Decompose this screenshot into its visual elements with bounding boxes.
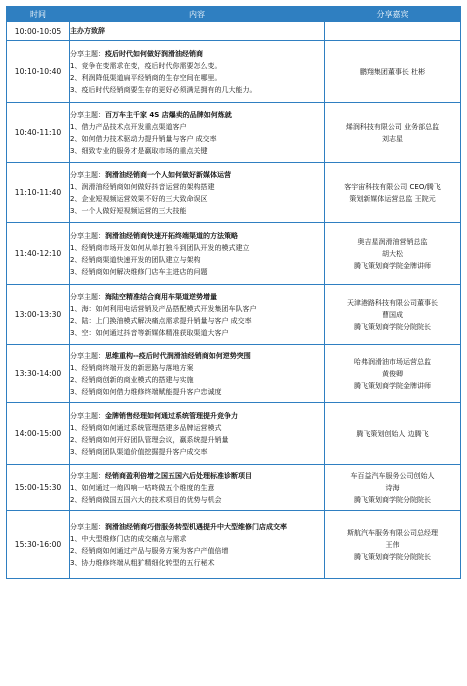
session-time: 13:00-13:30 <box>7 285 70 345</box>
guest-line: 天津港路科技有限公司董事长 <box>347 298 438 307</box>
guest-line: 诗海 <box>385 483 400 492</box>
session-content <box>70 465 325 511</box>
agenda-item: 1、经销商终端开发的新思路与落地方案 <box>70 363 194 372</box>
session-guest <box>325 41 461 103</box>
agenda-item: 2、经销商做国五国六大的技术项目的优势与机会 <box>70 495 222 504</box>
agenda-item: 2、企业短视频运营效果不好的三大致命误区 <box>70 194 208 203</box>
session-content <box>70 345 325 403</box>
schedule-row <box>7 163 461 223</box>
header-row <box>7 7 461 22</box>
session-guest <box>325 22 461 41</box>
guest-line: 斯航汽车服务有限公司总经理 <box>347 528 438 537</box>
session-title <box>70 291 324 303</box>
session-title <box>70 521 324 533</box>
schedule-table <box>6 6 461 579</box>
session-time: 11:10-11:40 <box>7 163 70 223</box>
guest-line: 客宇宙科技有限公司 CEO/腾飞 <box>344 182 441 191</box>
guest-line: 策划新媒体运营总监 王院元 <box>349 194 436 203</box>
session-title <box>70 169 324 181</box>
topic-title: 润滑油经销商一个人如何做好新媒体运营 <box>105 170 231 179</box>
session-title <box>70 470 324 482</box>
header-content: 内容 <box>70 7 325 22</box>
schedule-row <box>7 511 461 579</box>
topic-label: 分享主题： <box>70 411 105 420</box>
guest-line: 腾飞策划商学院分院院长 <box>354 552 431 561</box>
agenda-item: 1、润滑油经销商如何做好抖音运营的架构搭建 <box>70 182 215 191</box>
session-content <box>70 511 325 579</box>
topic-title: 海陆空精准结合商用车渠道逆势增量 <box>105 292 217 301</box>
guest-line: 刘志星 <box>382 134 403 143</box>
schedule-row <box>7 403 461 465</box>
schedule-body <box>7 22 461 579</box>
session-time: 10:10-10:40 <box>7 41 70 103</box>
guest-line: 奥吉星润滑油营销总监 <box>357 237 428 246</box>
guest-line: 鹏翔集团董事长 杜彬 <box>359 67 426 76</box>
agenda-item: 3、一个人做好短视频运营的三大技能 <box>70 206 187 215</box>
session-guest <box>325 285 461 345</box>
topic-label: 分享主题： <box>70 471 105 480</box>
agenda-item: 1、如何通过一炮四响一咕咚做五个维度的生意 <box>70 483 215 492</box>
agenda-item: 1、竞争在变需求在变，疫后时代你需要怎么变。 <box>70 61 222 70</box>
schedule-row <box>7 22 461 41</box>
agenda-item: 3、协力维修终端从粗犷精细化转型的五行秘术 <box>70 558 215 567</box>
guest-line: 黄俊卿 <box>382 369 403 378</box>
topic-label: 分享主题： <box>70 170 105 179</box>
session-time: 15:00-15:30 <box>7 465 70 511</box>
topic-label: 分享主题： <box>70 522 105 531</box>
session-time: 13:30-14:00 <box>7 345 70 403</box>
topic-title: 经销商盈利倍增之国五国六后处理标准诊断项目 <box>105 471 252 480</box>
session-guest <box>325 103 461 163</box>
topic-title: 百万车主千家 4S 店爆卖的品牌如何炼就 <box>105 110 232 119</box>
agenda-item: 3、疫后时代经销商要生存的更好必须满足拥有的几大能力。 <box>70 85 257 94</box>
agenda-item: 1、经销商如何通过系统管理搭建多品牌运营模式 <box>70 423 222 432</box>
session-time: 15:30-16:00 <box>7 511 70 579</box>
schedule-row <box>7 223 461 285</box>
session-guest <box>325 163 461 223</box>
guest-line: 腾飞策划商学院分院院长 <box>354 495 431 504</box>
schedule-row <box>7 103 461 163</box>
session-guest <box>325 403 461 465</box>
agenda-item: 3、空：如何通过抖音等新媒体精准获取渠道大客户 <box>70 328 229 337</box>
session-time: 11:40-12:10 <box>7 223 70 285</box>
session-content <box>70 103 325 163</box>
header-time: 时间 <box>7 7 70 22</box>
topic-label: 分享主题： <box>70 351 105 360</box>
agenda-item: 2、经销商如何通过产品与服务方案为客户产值倍增 <box>70 546 229 555</box>
session-content <box>70 41 325 103</box>
topic-label: 分享主题： <box>70 49 105 58</box>
guest-line: 腾飞策划商学院分院院长 <box>354 322 431 331</box>
guest-line: 车百益汽车服务公司创始人 <box>350 471 435 480</box>
session-title <box>70 25 324 37</box>
schedule-row <box>7 41 461 103</box>
session-title <box>70 48 324 60</box>
session-content <box>70 285 325 345</box>
session-time: 10:00-10:05 <box>7 22 70 41</box>
agenda-item: 2、经销商渠道快速开发的团队建立与架构 <box>70 255 201 264</box>
session-guest <box>325 223 461 285</box>
agenda-item: 3、经销商如何借力维修终端赋能提升客户忠诚度 <box>70 387 222 396</box>
topic-label: 分享主题： <box>70 110 105 119</box>
topic-label: 分享主题： <box>70 231 105 240</box>
agenda-item: 3、细致专业的服务才是赢取市场的重点关键 <box>70 146 208 155</box>
session-content <box>70 403 325 465</box>
session-title <box>70 109 324 121</box>
guest-line: 腾飞策划创始人 边腾飞 <box>356 429 429 438</box>
agenda-item: 2、经销商如何开好团队管理会议，赢系统提升销量 <box>70 435 229 444</box>
topic-label: 分享主题： <box>70 292 105 301</box>
agenda-item: 2、经销商创新的商业模式的搭建与实施 <box>70 375 194 384</box>
session-time: 10:40-11:10 <box>7 103 70 163</box>
session-title <box>70 230 324 242</box>
guest-line: 烯润科技有限公司 业务部总监 <box>345 122 440 131</box>
session-title <box>70 350 324 362</box>
session-content <box>70 223 325 285</box>
guest-line: 哈弗润滑油市场运营总监 <box>354 357 431 366</box>
schedule-row <box>7 465 461 511</box>
session-content <box>70 163 325 223</box>
guest-line: 腾飞策划商学院金牌讲师 <box>354 261 431 270</box>
session-guest <box>325 345 461 403</box>
topic-title: 金牌销售经理如何通过系统管理提升竞争力 <box>105 411 238 420</box>
agenda-item: 2、利润降低渠道扁平经销商的生存空间在哪里。 <box>70 73 222 82</box>
schedule-row <box>7 285 461 345</box>
agenda-item: 1、中大型维修门店的成交痛点与需求 <box>70 534 187 543</box>
topic-title: 思维重构--疫后时代润滑油经销商如何逆势突围 <box>105 351 251 360</box>
guest-line: 王伟 <box>385 540 400 549</box>
agenda-item: 2、陆：上门换油模式解决痛点需求提升销量与客户 成交率 <box>70 316 252 325</box>
guest-line: 曹国成 <box>382 310 403 319</box>
session-time: 14:00-15:00 <box>7 403 70 465</box>
topic-title: 润滑油经销商快速开拓终端渠道的方法策略 <box>105 231 238 240</box>
agenda-item: 1、海：如何利用电话营销及产品搭配模式开发集团车队客户 <box>70 304 257 313</box>
session-guest <box>325 511 461 579</box>
header-guest: 分享嘉宾 <box>325 7 461 22</box>
schedule <box>6 6 461 579</box>
agenda-item: 1、借力产品技术点开发重点渠道客户 <box>70 122 187 131</box>
session-content <box>70 22 325 41</box>
topic-title: 疫后时代如何做好润滑油经销商 <box>105 49 203 58</box>
topic-title: 润滑油经销商巧借服务转型机遇提升中大型维修门店成交率 <box>105 522 287 531</box>
session-title <box>70 410 324 422</box>
session-guest <box>325 465 461 511</box>
guest-line: 腾飞策划商学院金牌讲师 <box>354 381 431 390</box>
guest-line: 胡大松 <box>382 249 403 258</box>
agenda-item: 3、经销商团队渠道价值挖掘提升客户成交率 <box>70 447 208 456</box>
agenda-item: 2、如何借力技术驱动力提升销量与客户 成交率 <box>70 134 217 143</box>
agenda-item: 3、经销商如何解决维修门店车主进店的问题 <box>70 267 208 276</box>
agenda-item: 1、经销商市场开发如何从单打独斗到团队开发的模式建立 <box>70 243 250 252</box>
schedule-row <box>7 345 461 403</box>
topic-title: 主办方致辞 <box>70 27 105 35</box>
